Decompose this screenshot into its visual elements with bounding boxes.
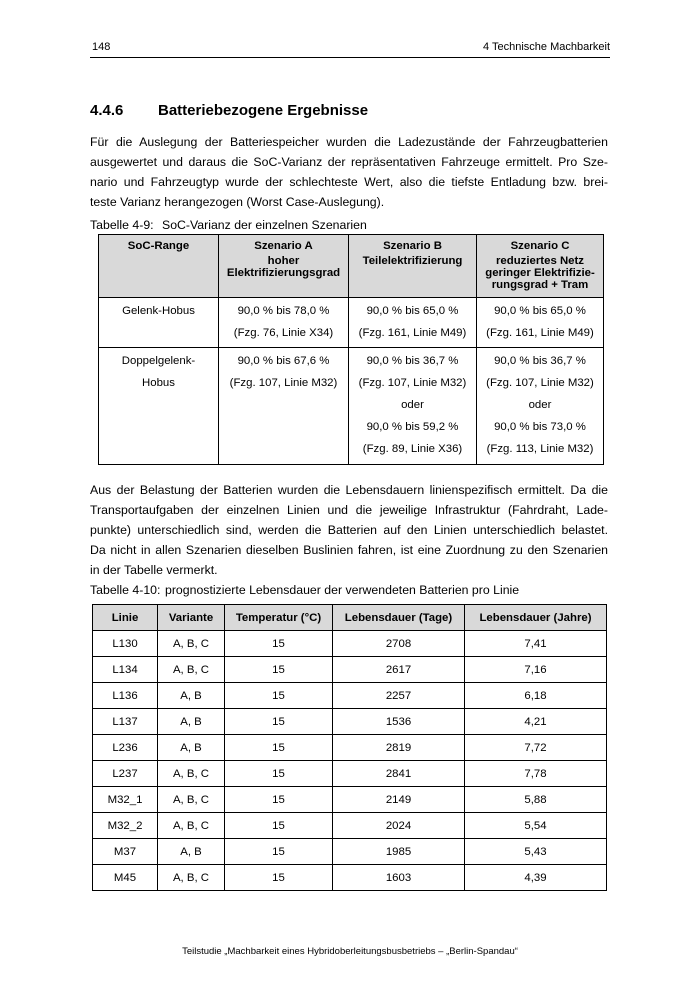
cell-lebensdauer-tage: 2819	[333, 735, 465, 761]
col-header-lebensdauer-jahre: Lebensdauer (Jahre)	[465, 605, 607, 631]
cell-variante: A, B	[158, 683, 225, 709]
table-row	[99, 348, 604, 465]
cell-linie: L136	[93, 683, 158, 709]
cell-temperatur: 15	[225, 631, 333, 657]
cell-linie: L134	[93, 657, 158, 683]
cell-temperatur: 15	[225, 787, 333, 813]
cell-linie: L236	[93, 735, 158, 761]
col-header-linie: Linie	[93, 605, 158, 631]
cell-lebensdauer-tage: 2257	[333, 683, 465, 709]
cell-szenario-c: 90,0 % bis 65,0 % (Fzg. 161, Linie M49)	[477, 298, 604, 348]
cell-szenario-b: 90,0 % bis 65,0 % (Fzg. 161, Linie M49)	[349, 298, 477, 348]
table-row	[93, 865, 607, 891]
table1-caption-label: Tabelle 4-9:	[90, 218, 154, 232]
cell-variante: A, B, C	[158, 631, 225, 657]
cell-lebensdauer-jahre: 7,72	[465, 735, 607, 761]
cell-szenario-b: 90,0 % bis 36,7 % (Fzg. 107, Linie M32) oder 90,0 % bis 59,2 % (Fzg. 89, Linie X36)	[349, 348, 477, 465]
chapter-title: 4 Technische Machbarkeit	[483, 41, 610, 53]
cell-lebensdauer-jahre: 7,78	[465, 761, 607, 787]
paragraph-line: Aus der Belastung der Batterien wurden die Lebensdauern linienspezifisch ermittelt. Da die	[90, 483, 608, 497]
section-heading	[90, 102, 368, 119]
paragraph-line: Transportaufgaben der einzelnen Linien und die jeweilige Infrastruktur (Fahrdraht, Lade-	[90, 503, 608, 517]
cell-lebensdauer-jahre: 5,88	[465, 787, 607, 813]
cell-variante: A, B, C	[158, 761, 225, 787]
cell-lebensdauer-tage: 1536	[333, 709, 465, 735]
cell-linie: M37	[93, 839, 158, 865]
cell-temperatur: 15	[225, 839, 333, 865]
cell-lebensdauer-tage: 1603	[333, 865, 465, 891]
cell-lebensdauer-tage: 2149	[333, 787, 465, 813]
cell-lebensdauer-jahre: 4,21	[465, 709, 607, 735]
table2-caption-label: Tabelle 4-10:	[90, 583, 161, 597]
cell-lebensdauer-jahre: 4,39	[465, 865, 607, 891]
soc-table	[98, 234, 604, 465]
row-label: Gelenk-Hobus	[99, 298, 219, 348]
table-row	[93, 761, 607, 787]
page-footer: Teilstudie „Machbarkeit eines Hybridoberleitungsbusbetriebs – „Berlin-Spandau“	[182, 946, 518, 957]
cell-lebensdauer-jahre: 6,18	[465, 683, 607, 709]
cell-temperatur: 15	[225, 865, 333, 891]
intro-paragraph	[90, 132, 608, 212]
cell-szenario-a: 90,0 % bis 78,0 % (Fzg. 76, Linie X34)	[219, 298, 349, 348]
paragraph-line: teste Varianz herangezogen (Worst Case-Auslegung).	[90, 195, 385, 209]
table-header-row	[99, 235, 604, 298]
paragraph-line: ausgewertet und daraus die SoC-Varianz der repräsentativen Fahrzeuge ermittelt. Pro Sze-	[90, 155, 608, 169]
paragraph-line: nario und Fahrzeugtyp wurde der schlechteste Wert, also die tiefste Entladung bzw. brei-	[90, 175, 608, 189]
table2-caption-text: prognostizierte Lebensdauer der verwendeten Batterien pro Linie	[165, 583, 520, 597]
cell-variante: A, B	[158, 839, 225, 865]
table-row	[93, 787, 607, 813]
cell-temperatur: 15	[225, 657, 333, 683]
page-number: 148	[92, 41, 111, 53]
cell-szenario-c: 90,0 % bis 36,7 % (Fzg. 107, Linie M32) oder 90,0 % bis 73,0 % (Fzg. 113, Linie M32)	[477, 348, 604, 465]
cell-lebensdauer-tage: 2024	[333, 813, 465, 839]
cell-variante: A, B, C	[158, 787, 225, 813]
col-header-temperatur: Temperatur (°C)	[225, 605, 333, 631]
cell-temperatur: 15	[225, 813, 333, 839]
cell-lebensdauer-tage: 2841	[333, 761, 465, 787]
header-rule	[90, 57, 610, 58]
cell-variante: A, B, C	[158, 657, 225, 683]
cell-lebensdauer-jahre: 5,43	[465, 839, 607, 865]
paragraph-line: in der Tabelle vermerkt.	[90, 563, 218, 577]
table-row	[93, 709, 607, 735]
table-row	[93, 735, 607, 761]
cell-temperatur: 15	[225, 735, 333, 761]
paragraph-line: punkte) unterschiedlich sind, werden die Batterien auf den Linien unterschiedlich belastet.	[90, 523, 608, 537]
table2-caption	[90, 583, 519, 597]
table1-caption	[90, 218, 367, 232]
table-row	[99, 298, 604, 348]
paragraph-line: Für die Auslegung der Batteriespeicher wurden die Ladezustände der Fahrzeugbatterien	[90, 135, 608, 149]
section-number: 4.4.6	[90, 102, 124, 119]
cell-temperatur: 15	[225, 709, 333, 735]
table-row	[93, 813, 607, 839]
table-body	[93, 631, 607, 891]
cell-lebensdauer-jahre: 7,16	[465, 657, 607, 683]
cell-variante: A, B, C	[158, 813, 225, 839]
col-header-lebensdauer-tage: Lebensdauer (Tage)	[333, 605, 465, 631]
table-row	[93, 657, 607, 683]
cell-linie: L237	[93, 761, 158, 787]
cell-linie: L137	[93, 709, 158, 735]
section-title: Batteriebezogene Ergebnisse	[158, 102, 369, 119]
cell-lebensdauer-tage: 2708	[333, 631, 465, 657]
cell-variante: A, B	[158, 735, 225, 761]
col-header-variante: Variante	[158, 605, 225, 631]
cell-variante: A, B	[158, 709, 225, 735]
row-label: Doppelgelenk- Hobus	[99, 348, 219, 465]
cell-temperatur: 15	[225, 683, 333, 709]
table-row	[93, 631, 607, 657]
table-header-row	[93, 605, 607, 631]
col-header-szenario-c: Szenario C reduziertes Netz geringer Elektrifizie- rungsgrad + Tram	[477, 235, 604, 298]
cell-linie: M32_1	[93, 787, 158, 813]
cell-lebensdauer-tage: 1985	[333, 839, 465, 865]
paragraph-line: Da nicht in allen Szenarien dieselben Buslinien fahren, ist eine Zuordnung zu den Szenarien	[90, 543, 608, 557]
cell-lebensdauer-tage: 2617	[333, 657, 465, 683]
cell-lebensdauer-jahre: 5,54	[465, 813, 607, 839]
cell-temperatur: 15	[225, 761, 333, 787]
cell-lebensdauer-jahre: 7,41	[465, 631, 607, 657]
cell-linie: M45	[93, 865, 158, 891]
col-header-soc-range: SoC-Range	[99, 235, 219, 298]
cell-linie: M32_2	[93, 813, 158, 839]
table1-caption-text: SoC-Varianz der einzelnen Szenarien	[162, 218, 367, 232]
table-row	[93, 683, 607, 709]
cell-variante: A, B, C	[158, 865, 225, 891]
battery-paragraph	[90, 480, 608, 580]
cell-linie: L130	[93, 631, 158, 657]
col-header-szenario-a: Szenario A hoher Elektrifizierungsgrad	[219, 235, 349, 298]
cell-szenario-a: 90,0 % bis 67,6 % (Fzg. 107, Linie M32)	[219, 348, 349, 465]
col-header-szenario-b: Szenario B Teilelektrifizierung	[349, 235, 477, 298]
table-row	[93, 839, 607, 865]
battery-lifetime-table	[92, 604, 607, 891]
